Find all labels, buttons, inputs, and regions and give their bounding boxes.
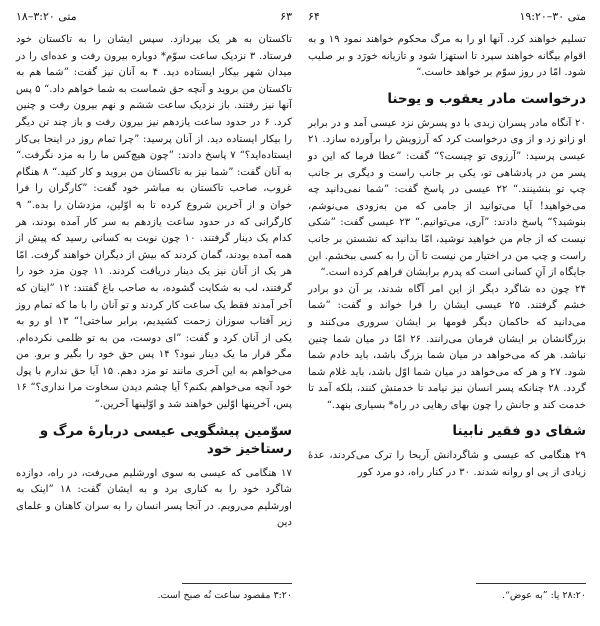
right-footnote-rule <box>476 583 586 584</box>
left-section-heading: سوّمین پیشگویی عیسی دربارۀ مرگ و رستاخیز خود <box>39 422 292 457</box>
left-body-text-1: تاکستان به هر یک بپردازد. سپس ایشان را به تاکستان خود فرستاد. ۳ نزدیک ساعت سوّم* دوباره بیرون رفت و عده‌ای را در میدان شهر بیکار ایستاده دید. ۴ به آنان نیز گفت: ”شما هم به تاکستان من بروید و آنچه حق شماست به شما خواهم داد.“ ۵ پس آنها نیز رفتند. باز نزدیک ساعت ششم و نهم بیرون رفت و چنین کرد. ۶ در حدود ساعت یازدهم نیز بیرون رفت و باز چند تن دیگر را بیکار ایستاده دید. از آنان پرسید: ”چرا تمام روز در اینجا بی‌کار ایستاده‌اید؟“ ۷ پاسخ دادند: ”چون هیچ‌کس ما را به مزد نگرفت.“ به آنان گفت: ”شما نیز به تاکستان من بروید و کار کنید.“ ۸ هنگام غروب، صاحب تاکستان به مباشر خود گفت: ”کارگران را فرا خوان و از آخرین شروع کرده تا به اوّلین، مزدشان را بده.“ ۹ کارگرانی که در حدود ساعت یازدهم به سر کار آمده بودند، هر کدام یک دینار گرفتند. ۱۰ چون نوبت به کسانی رسید که پیش از همه آمده بودند، گمان کردند که بیش از دیگران خواهند گرفت. امّا هر یک از آنان نیز یک دینار دریافت کردند. ۱۱ چون مزد خود را گرفتند، لب به شکایت گشوده، به صاحب باغ گفتند: ۱۲ ”اینان که آخر آمدند فقط یک ساعت کار کردند و تو آنان را با ما که تمام روز زیر آفتاب سوزان زحمت کشیدیم، برابر ساختی!“ ۱۳ او رو به یکی از آنان کرد و گفت: ”ای دوست، من به تو ظلمی نکرده‌ام. مگر قرار ما یک دینار نبود؟ ۱۴ پس حق خود را بگیر و برو. من می‌خواهم به این آخری مانند تو مزد دهم. ۱۵ آیا حق ندارم با پول خود آنچه می‌خواهم بکنم؟ آیا چشم دیدن سخاوت مرا نداری؟“ ۱۶ پس، آخرینها اوّلین خواهند شد و اوّلینها آخرین.“ <box>16 34 293 411</box>
right-running-head-reference: متی ۳۰–۱۹:۲۰ <box>519 10 586 23</box>
right-body-text-4: ۲۹ هنگامی که عیسی و شاگردانش آریحا را ترک می‌کردند، عدۀ زیادی از پی او روانه شدند. ۳۰ در کنار راه، دو مرد کور <box>308 450 586 479</box>
left-footnote: ۳:۲۰ مقصود ساعت نُه صبح است. <box>157 590 292 601</box>
right-page <box>300 0 600 626</box>
left-running-head-reference: متی ۳:۲۰–۱۸ <box>16 10 77 23</box>
right-body-text-3: ۲۴ چون ده شاگرد دیگر از این امر آگاه شدند، بر آن دو برادر خشم گرفتند. ۲۵ عیسی ایشان را فرا خواند و گفت: ”شما می‌دانید که حاکمان دیگر قومها بر ایشان سروری می‌کنند و بزرگانشان بر ایشان فرمان می‌رانند. ۲۶ امّا در میان شما چنین نباشد. هر که می‌خواهد در میان شما بزرگ باشد، باید خادم شما شود. ۲۷ و هر که می‌خواهد در میان شما اوّل باشد، باید غلام شما گردد. ۲۸ چنانکه پسر انسان نیز نیامد تا خدمتش کنند، بلکه آمد تا خدمت کند و جانش را چون بهای رهایی در راه* بسیاری بنهد.“ <box>308 283 587 411</box>
right-body-text-2: ۲۰ آنگاه مادر پسران زبدی با دو پسرش نزد عیسی آمد و در برابر او زانو زد و از وی درخواست کرد که آرزویش را برآورده سازد. ۲۱ عیسی پرسید: ”آرزوی تو چیست؟“ گفت: ”عطا فرما که این دو پسر من در پادشاهی تو، یکی بر جانب راست و دیگری بر جانب چپ تو بنشینند.“ ۲۲ عیسی در پاسخ گفت: ”شما نمی‌دانید چه می‌خواهید! آیا می‌توانید از جامی که من به‌زودی می‌نوشم، بنوشید؟“ پاسخ دادند: ”آری، می‌توانیم.“ ۲۳ عیسی گفت: ”شکی نیست که از جام من خواهید نوشید، امّا بدانید که نشستن بر جانب راست و چپ من در اختیار من نیست تا آن را به کسی ببخشم. این جایگاه از آنِ کسانی است که پدرم برایشان فراهم کرده است.“ <box>308 117 586 279</box>
right-body-text-1: تسلیم خواهند کرد. آنها او را به مرگ محکوم خواهند نمود ۱۹ و به اقوام بیگانه خواهند سپرد تا استهزا شود و تازیانه خورَد و بر صلیب شود. امّا در روز سوّم بر خواهد خاست.“ <box>308 34 586 79</box>
right-footnote: ۲۸:۲۰ یا: ”به عوض“. <box>502 590 586 601</box>
left-body-text-2: ۱۷ هنگامی که عیسی به سوی اورشلیم می‌رفت، در راه، دوازده شاگرد خود را به کناری برد و به ایشان گفت: ۱۸ ”اینک به اورشلیم می‌رویم. در آنجا پسر انسان را به سران کاهنان و علمای دین <box>16 467 292 529</box>
right-running-header <box>308 10 586 24</box>
right-page-number: ۶۴ <box>308 10 320 23</box>
right-footnote-area <box>308 583 586 602</box>
left-footnote-area <box>16 583 292 602</box>
right-section-heading-1: درخواست مادر یعقوب و یوحنا <box>387 90 586 107</box>
left-page-number: ۶۳ <box>280 10 292 23</box>
right-section-heading-2: شفای دو فقیر نابینا <box>452 423 586 440</box>
left-running-header <box>16 10 292 24</box>
left-footnote-rule <box>182 583 292 584</box>
